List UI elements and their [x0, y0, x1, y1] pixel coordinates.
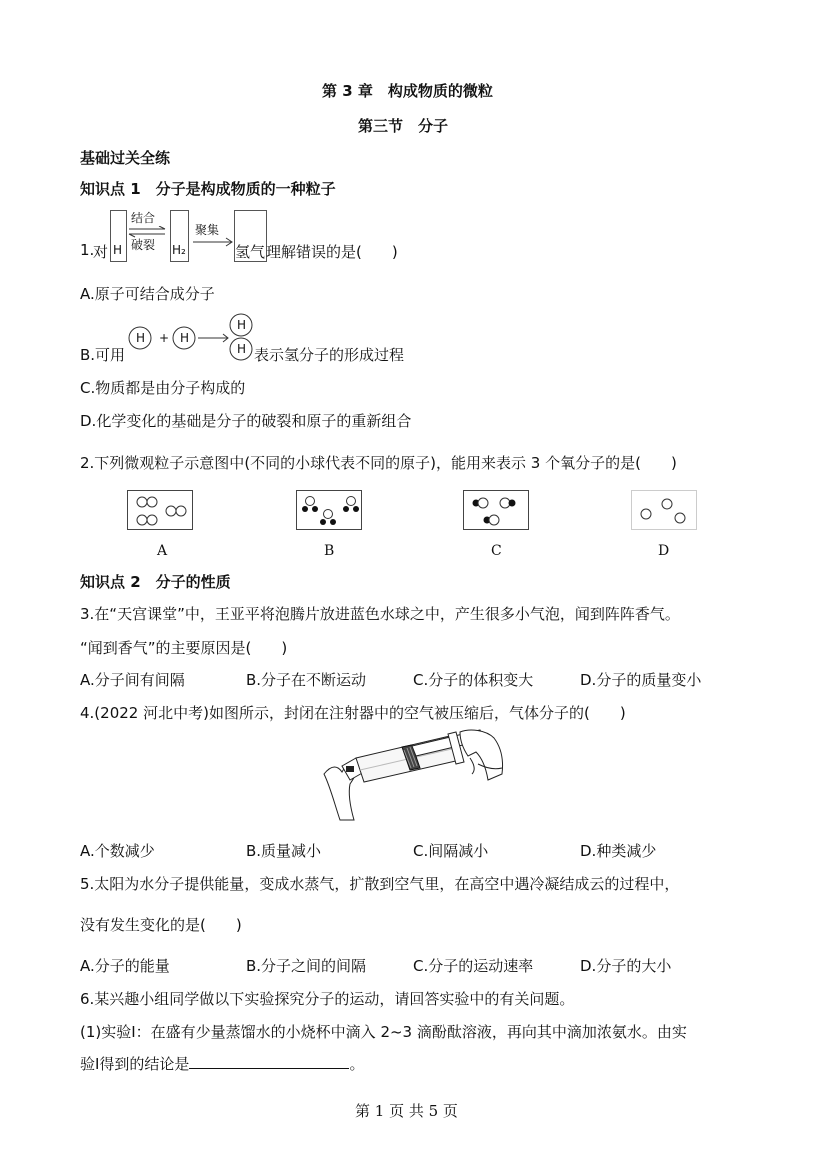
atom-label-4: H: [237, 342, 247, 356]
page-footer: 第 1 页 共 5 页: [355, 1102, 458, 1120]
q1-option-d: D.化学变化的基础是分子的破裂和原子的重新组合: [80, 412, 412, 430]
q1-option-b-prefix: B.可用: [80, 346, 126, 364]
q4-option-c: C.间隔减小: [413, 842, 489, 860]
plus-sign: +: [159, 331, 170, 345]
q5-line-1: 5.太阳为水分子提供能量，变成水蒸气，扩散到空气里，在高空中遇冷凝结成云的过程中，: [80, 875, 680, 893]
knowledge-point-1-title: 知识点 1 分子是构成物质的一种粒子: [80, 180, 336, 198]
q6-part1-suffix: 。: [349, 1055, 365, 1073]
q1-number: 1.: [80, 241, 95, 259]
q5-option-d: D.分子的大小: [580, 957, 672, 975]
q3-option-d: D.分子的质量变小: [580, 671, 702, 689]
q3-option-c: C.分子的体积变大: [413, 671, 534, 689]
atom-label-1: H: [136, 331, 146, 345]
q4-option-d: D.种类减少: [580, 842, 657, 860]
q2-label-d: D: [658, 543, 670, 559]
q5-line-2: 没有发生变化的是( ): [80, 916, 242, 934]
q2-label-a: A: [157, 543, 168, 559]
q6-part1-line-1: (1)实验Ⅰ：在盛有少量蒸馏水的小烧杯中滴入 2~3 滴酚酞溶液，再向其中滴加浓氨水。由实: [80, 1023, 687, 1041]
q4-text: 4.(2022 河北中考)如图所示，封闭在注射器中的空气被压缩后，气体分子的( ): [80, 704, 626, 722]
arrow-break-label: 破裂: [131, 238, 156, 252]
q1-prefix: 对: [93, 243, 109, 261]
q5-option-c: C.分子的运动速率: [413, 957, 534, 975]
q2-diagram-c: [463, 490, 529, 530]
q3-option-a: A.分子间有间隔: [80, 671, 185, 689]
q2-diagram-a: [127, 490, 193, 530]
atom-label-2: H: [180, 331, 190, 345]
q3-line-2: “闻到香气”的主要原因是( ): [80, 639, 288, 657]
answer-blank[interactable]: [189, 1054, 349, 1069]
section-title: 第三节 分子: [358, 117, 449, 135]
practice-label: 基础过关全练: [80, 149, 171, 167]
q1-suffix: 理解错误的是( ): [266, 243, 398, 261]
arrow-gather-label: 聚集: [195, 223, 220, 237]
q3-line-1: 3.在“天宫课堂”中，王亚平将泡腾片放进蓝色水球之中，产生很多小气泡，闻到阵阵香气。: [80, 605, 680, 623]
box-h-label: H: [113, 243, 123, 257]
right-arrow-icon: [192, 237, 234, 247]
chapter-title: 第 3 章 构成物质的微粒: [322, 82, 493, 100]
q2-label-b: B: [324, 543, 335, 559]
atom-label-3: H: [237, 318, 247, 332]
q2-label-c: C: [491, 543, 502, 559]
q4-option-a: A.个数减少: [80, 842, 155, 860]
box-h2-label: H₂: [172, 243, 186, 257]
q5-option-a: A.分子的能量: [80, 957, 170, 975]
knowledge-point-2-title: 知识点 2 分子的性质: [80, 573, 231, 591]
q1-option-b-suffix: 表示氢分子的形成过程: [254, 346, 405, 364]
q6-intro: 6.某兴趣小组同学做以下实验探究分子的运动，请回答实验中的有关问题。: [80, 990, 575, 1008]
q1-option-c: C.物质都是由分子构成的: [80, 379, 246, 397]
q2-text: 2.下列微观粒子示意图中(不同的小球代表不同的原子)，能用来表示 3 个氧分子的是( ): [80, 454, 677, 472]
q1-gas-label: 氢气: [235, 243, 266, 261]
q2-diagram-d: [631, 490, 697, 530]
q5-option-b: B.分子之间的间隔: [246, 957, 367, 975]
double-arrow-icon: [127, 226, 167, 238]
arrow-combine-label: 结合: [131, 211, 156, 225]
q2-diagram-b: [296, 490, 362, 530]
q3-option-b: B.分子在不断运动: [246, 671, 367, 689]
syringe-illustration: [320, 728, 506, 828]
q1-option-a: A.原子可结合成分子: [80, 285, 215, 303]
q6-part1-line-2: [80, 1053, 364, 1074]
q4-option-b: B.质量减小: [246, 842, 322, 860]
q6-part1-prefix: 验Ⅰ得到的结论是: [80, 1055, 190, 1073]
